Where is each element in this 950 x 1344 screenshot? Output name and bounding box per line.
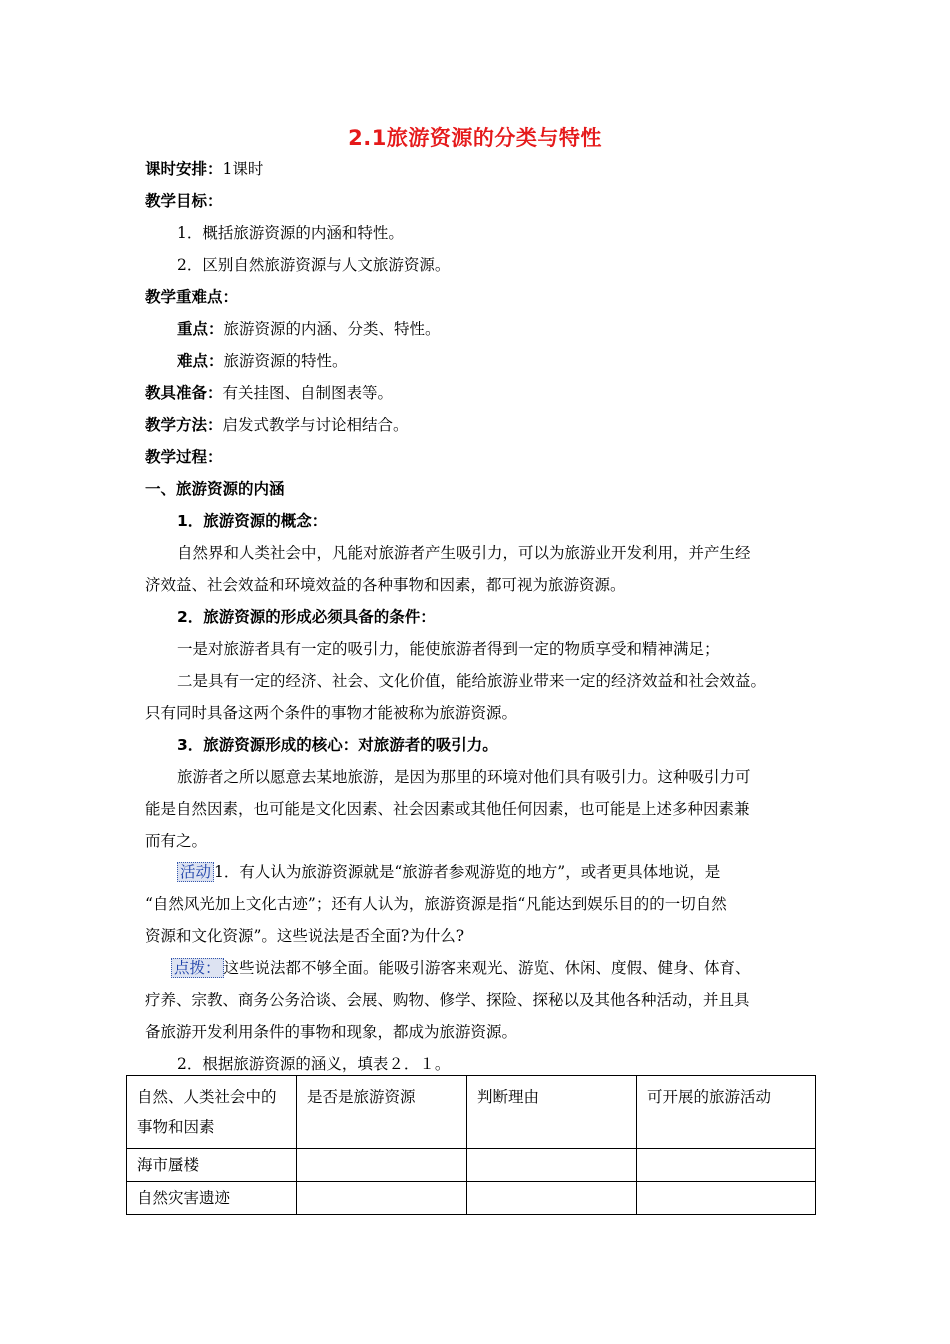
hint-tag: 点拨： [171, 958, 224, 978]
table-cell: 自然灾害遗迹 [127, 1182, 297, 1215]
paragraph-line: 济效益、社会效益和环境效益的各种事物和因素，都可视为旅游资源。 [145, 576, 626, 594]
schedule-line [145, 159, 263, 179]
table-cell [297, 1182, 467, 1215]
table-header-cell: 判断理由 [467, 1076, 637, 1149]
schedule-value: 1课时 [222, 160, 264, 178]
paragraph-line: 旅游者之所以愿意去某地旅游，是因为那里的环境对他们具有吸引力。这种吸引力可 [177, 768, 751, 786]
table-row [127, 1182, 816, 1215]
process-label: 教学过程： [145, 448, 223, 466]
method-value: 启发式教学与讨论相结合。 [222, 416, 409, 434]
paragraph-line: 二是具有一定的经济、社会、文化价值，能给旅游业带来一定的经济效益和社会效益。 [177, 672, 767, 690]
activity-text: 1．有人认为旅游资源就是“旅游者参观游览的地方”，或者更具体地说，是 [214, 863, 721, 881]
table-header-cell: 自然、人类社会中的事物和因素 [127, 1076, 297, 1149]
difficult-label: 难点： [177, 352, 224, 370]
key-value: 旅游资源的内涵、分类、特性。 [223, 320, 441, 338]
hint-line [171, 958, 751, 978]
hint-text: 这些说法都不够全面。能吸引游客来观光、游览、休闲、度假、健身、体育、 [223, 959, 751, 977]
difficult-point-line [177, 351, 348, 371]
concept-heading: 1．旅游资源的概念： [177, 512, 328, 530]
paragraph-line: 只有同时具备这两个条件的事物才能被称为旅游资源。 [145, 704, 518, 722]
page-title: 2.1旅游资源的分类与特性 [348, 126, 602, 150]
objective-item: 2．区别自然旅游资源与人文旅游资源。 [177, 256, 451, 274]
paragraph-line: 备旅游开发利用条件的事物和现象，都成为旅游资源。 [145, 1023, 518, 1041]
tools-value: 有关挂图、自制图表等。 [222, 384, 394, 402]
paragraph-line: “自然风光加上文化古迹”；还有人认为，旅游资源是指“凡能达到娱乐目的的一切自然 [145, 895, 727, 913]
tools-label: 教具准备： [145, 384, 223, 402]
method-line [145, 415, 409, 435]
key-point-line [177, 319, 441, 339]
paragraph-line: 自然界和人类社会中，凡能对旅游者产生吸引力，可以为旅游业开发利用，并产生经 [177, 544, 751, 562]
activity-line [177, 862, 720, 882]
table-cell [637, 1149, 816, 1182]
core-heading: 3．旅游资源形成的核心：对旅游者的吸引力。 [177, 736, 498, 754]
paragraph-line: 能是自然因素，也可能是文化因素、社会因素或其他任何因素，也可能是上述多种因素兼 [145, 800, 750, 818]
method-label: 教学方法： [145, 416, 223, 434]
table-cell [467, 1182, 637, 1215]
schedule-label: 课时安排： [145, 160, 223, 178]
table-cell [467, 1149, 637, 1182]
table-header-cell: 可开展的旅游活动 [637, 1076, 816, 1149]
paragraph-line: 而有之。 [145, 832, 208, 850]
difficult-value: 旅游资源的特性。 [223, 352, 348, 370]
section-heading: 一、旅游资源的内涵 [145, 480, 285, 498]
resource-table [126, 1075, 816, 1215]
objectives-label: 教学目标： [145, 192, 223, 210]
activity-tag: 活动 [177, 862, 214, 882]
paragraph-line: 一是对旅游者具有一定的吸引力，能使旅游者得到一定的物质享受和精神满足； [177, 640, 720, 658]
table-header-row [127, 1076, 816, 1149]
table-row [127, 1149, 816, 1182]
conditions-heading: 2．旅游资源的形成必须具备的条件： [177, 608, 436, 626]
key-label: 重点： [177, 320, 224, 338]
table-cell [637, 1182, 816, 1215]
objective-item: 1．概括旅游资源的内涵和特性。 [177, 224, 404, 242]
paragraph-line: 疗养、宗教、商务公务洽谈、会展、购物、修学、探险、探秘以及其他各种活动，并且具 [145, 991, 750, 1009]
table-header-cell: 是否是旅游资源 [297, 1076, 467, 1149]
paragraph-line: 资源和文化资源”。这些说法是否全面?为什么? [145, 927, 465, 945]
table-cell [297, 1149, 467, 1182]
table-intro: 2．根据旅游资源的涵义，填表２．１。 [177, 1055, 451, 1073]
tools-line [145, 383, 393, 403]
key-points-label: 教学重难点： [145, 288, 239, 306]
table-cell: 海市蜃楼 [127, 1149, 297, 1182]
